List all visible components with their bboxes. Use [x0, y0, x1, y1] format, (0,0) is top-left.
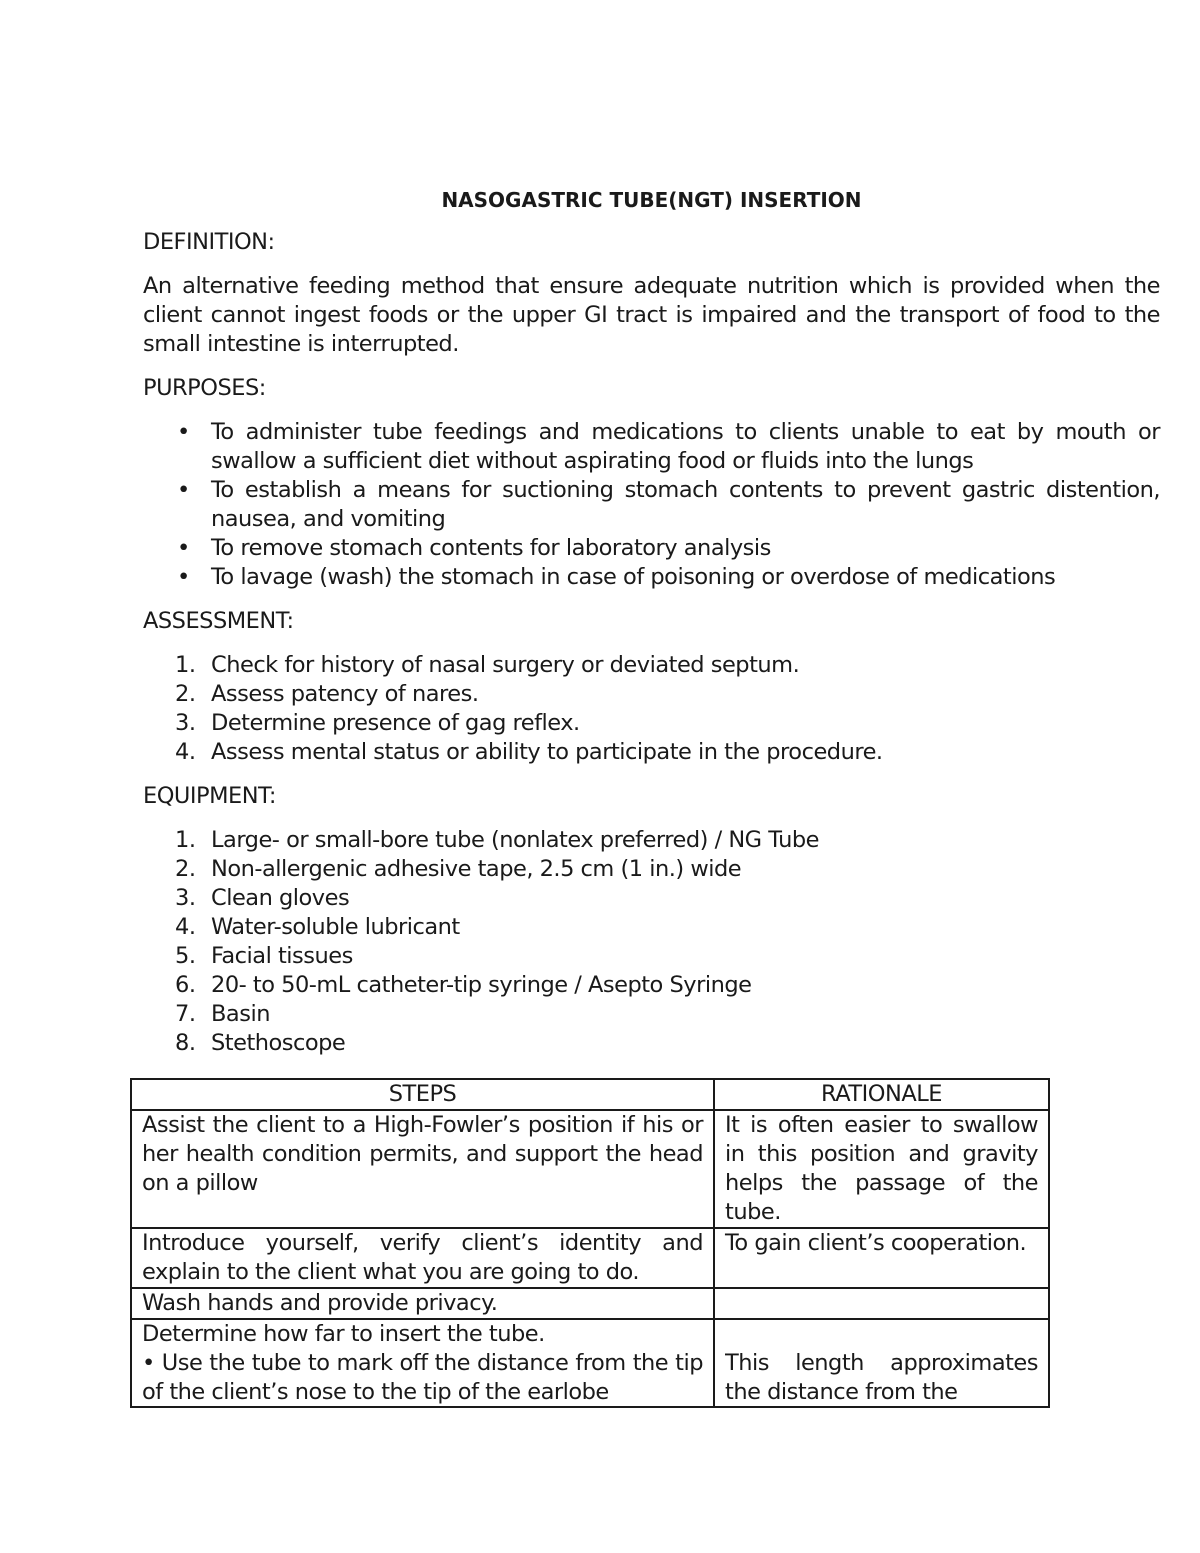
- step-cell: Introduce yourself, verify client’s identity and explain to the client what you are going to do.: [131, 1228, 714, 1288]
- list-item: • To lavage (wash) the stomach in case of poisoning or overdose of medications: [177, 564, 1056, 590]
- table-row: [131, 1110, 1049, 1228]
- blank-line: [725, 1320, 1038, 1349]
- list-item: 3. Clean gloves: [175, 885, 350, 911]
- list-item: • To administer tube feedings and medications to clients unable to eat by mouth or swallow a sufficient diet without aspirating food or fluids into the lungs: [177, 419, 1160, 474]
- list-item: 3. Determine presence of gag reflex.: [175, 710, 580, 736]
- rationale-text: This length approximates the distance from the: [725, 1350, 1038, 1405]
- list-item: 6. 20- to 50-mL catheter-tip syringe / Asepto Syringe: [175, 972, 752, 998]
- purposes-heading: PURPOSES:: [143, 375, 266, 401]
- list-item: 7. Basin: [175, 1001, 270, 1027]
- list-item: • To establish a means for suctioning stomach contents to prevent gastric distention, nausea, and vomiting: [177, 477, 1160, 532]
- rationale-column-header: RATIONALE: [714, 1079, 1049, 1110]
- list-item: 1. Large- or small-bore tube (nonlatex preferred) / NG Tube: [175, 827, 819, 853]
- steps-rationale-table: [130, 1078, 1050, 1408]
- definition-text: An alternative feeding method that ensure adequate nutrition which is provided when the client cannot ingest foods or the upper GI tract is impaired and the transport of food to the small intestine is interrupted.: [143, 273, 1160, 357]
- table-row: [131, 1319, 1049, 1407]
- step-cell: [131, 1319, 714, 1407]
- list-item: 5. Facial tissues: [175, 943, 353, 969]
- list-item: 8. Stethoscope: [175, 1030, 346, 1056]
- rationale-cell: It is often easier to swallow in this position and gravity helps the passage of the tube.: [714, 1110, 1049, 1228]
- purposes-list: [143, 418, 1160, 592]
- document-page: [143, 186, 1160, 1073]
- rationale-cell-content: [725, 1320, 1038, 1406]
- document-title: NASOGASTRIC TUBE(NGT) INSERTION: [441, 188, 862, 212]
- table-header-row: [131, 1079, 1049, 1110]
- assessment-heading: ASSESSMENT:: [143, 608, 294, 634]
- list-item: 1. Check for history of nasal surgery or deviated septum.: [175, 652, 800, 678]
- table-row: [131, 1288, 1049, 1319]
- list-item: 4. Assess mental status or ability to participate in the procedure.: [175, 739, 883, 765]
- steps-column-header: STEPS: [131, 1079, 714, 1110]
- bullet-icon: •: [177, 419, 190, 445]
- equipment-list: [143, 826, 1160, 1058]
- step-cell: Assist the client to a High-Fowler’s position if his or her health condition permits, and support the head on a pillow: [131, 1110, 714, 1228]
- bullet-icon: •: [177, 535, 190, 561]
- assessment-list: [143, 651, 1160, 767]
- bullet-icon: •: [177, 477, 190, 503]
- list-item: 2. Assess patency of nares.: [175, 681, 479, 707]
- list-item: 2. Non-allergenic adhesive tape, 2.5 cm (1 in.) wide: [175, 856, 742, 882]
- step-cell-content: [142, 1320, 703, 1406]
- list-item: 4. Water-soluble lubricant: [175, 914, 460, 940]
- step-text-line: • Use the tube to mark off the distance from the tip of the client’s nose to the tip of the earlobe: [142, 1350, 703, 1405]
- step-cell: Wash hands and provide privacy.: [131, 1288, 714, 1319]
- rationale-cell: To gain client’s cooperation.: [714, 1228, 1049, 1288]
- equipment-heading: EQUIPMENT:: [143, 783, 276, 809]
- rationale-cell: [714, 1288, 1049, 1319]
- bullet-icon: •: [177, 564, 190, 590]
- step-text-line: Determine how far to insert the tube.: [142, 1321, 545, 1347]
- list-item: • To remove stomach contents for laboratory analysis: [177, 535, 771, 561]
- definition-heading: DEFINITION:: [143, 229, 275, 255]
- rationale-cell: [714, 1319, 1049, 1407]
- table-row: [131, 1228, 1049, 1288]
